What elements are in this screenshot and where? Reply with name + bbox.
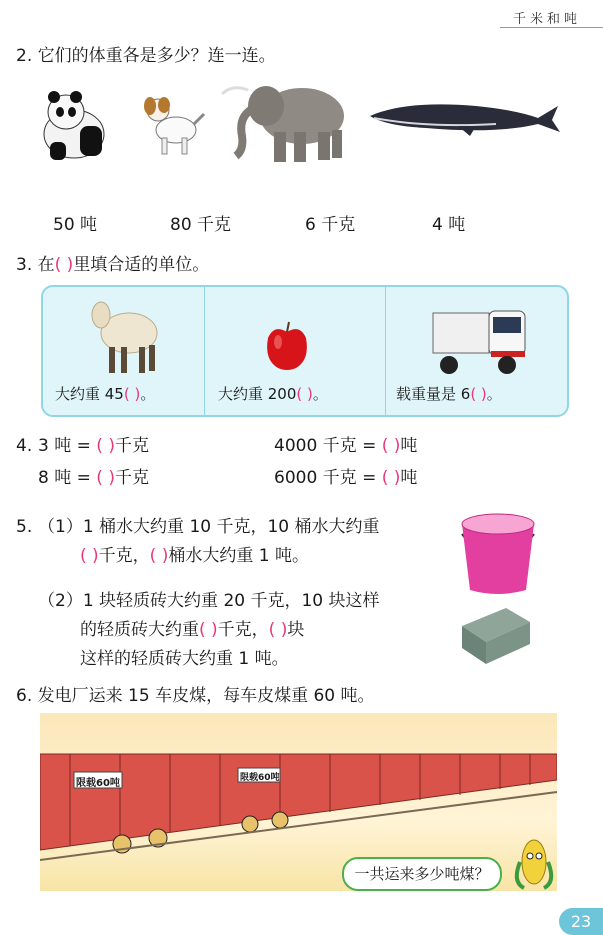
page-number: 23 [559, 908, 603, 935]
caption-text: 大约重 200 [218, 385, 297, 403]
answer-blank[interactable]: ( ) [96, 468, 115, 488]
question-number: 3. [16, 255, 33, 275]
answer-blank[interactable]: ( ) [199, 620, 218, 640]
answer-option[interactable]: 50 吨 [53, 215, 98, 235]
answer-blank[interactable]: ( ) [123, 385, 141, 403]
conversion-row [38, 435, 149, 457]
answer-blank[interactable]: ( ) [296, 385, 313, 403]
equation-unit: 千克 [114, 468, 149, 488]
question-2 [16, 45, 276, 67]
unit-fill-box [41, 285, 569, 417]
equation-left: 4000 千克 = [274, 436, 377, 456]
part-text: 千克， [98, 546, 150, 566]
part-text: 块 [287, 620, 305, 640]
caption-text: 载重量是 6 [396, 385, 471, 403]
part-text: 的轻质砖大约重 [80, 620, 199, 640]
question-number: 4. [16, 436, 33, 456]
apple-image [264, 320, 310, 372]
caption-text: 大约重 45 [55, 385, 124, 403]
chapter-title: 千米和吨 [512, 12, 581, 27]
equation-left: 3 吨 = [38, 436, 91, 456]
elephant-image [218, 76, 352, 164]
part-label: （1） [38, 517, 83, 537]
answer-option[interactable]: 6 千克 [305, 215, 356, 235]
caption-period: 。 [312, 385, 328, 403]
conversion-row [274, 435, 417, 457]
box-divider [204, 287, 205, 415]
question-3 [16, 254, 209, 276]
answer-blank[interactable]: ( ) [381, 468, 401, 488]
load-limit-label: 限载60吨 [76, 778, 120, 789]
question-6 [16, 685, 375, 707]
panda-image [36, 82, 108, 162]
equation-left: 6000 千克 = [274, 468, 377, 488]
question-text-suffix: 里填合适的单位。 [73, 255, 210, 275]
answer-blank[interactable]: ( ) [96, 436, 115, 456]
truck-caption [396, 383, 502, 404]
caption-period: 。 [140, 385, 156, 403]
header-rule [500, 27, 603, 28]
question-number: 5. [16, 517, 33, 537]
part-text: 千克， [217, 620, 269, 640]
equation-left: 8 吨 = [38, 468, 91, 488]
conversion-row [38, 467, 149, 489]
q5-part1-line1 [38, 516, 380, 538]
question-text: 它们的体重各是多少？连一连。 [37, 46, 276, 66]
question-text: 发电厂运来 15 车皮煤，每车皮煤重 60 吨。 [37, 686, 375, 706]
sheep-image [89, 293, 159, 377]
question-text-prefix: 在 [37, 255, 55, 275]
brick-image [458, 604, 534, 666]
part-text: 桶水大约重 1 吨。 [168, 546, 309, 566]
answer-blank[interactable]: ( ) [470, 385, 487, 403]
sheep-caption [55, 383, 155, 404]
question-number: 2. [16, 46, 33, 66]
answer-option[interactable]: 80 千克 [170, 215, 232, 235]
answer-blank[interactable]: ( ) [149, 546, 169, 566]
answer-option[interactable]: 4 吨 [432, 215, 466, 235]
caption-period: 。 [486, 385, 502, 403]
answer-blank[interactable]: ( ) [268, 620, 288, 640]
part-text: 1 块轻质砖大约重 20 千克，10 块这样 [82, 591, 380, 611]
q5-part1-line2 [80, 545, 309, 567]
q5-part2-line2 [80, 619, 304, 641]
box-divider [385, 287, 386, 415]
conversion-row [274, 467, 417, 489]
truck-image [431, 307, 529, 379]
q5-part2-line3: 这样的轻质砖大约重 1 吨。 [80, 649, 289, 669]
bucket-image [454, 506, 542, 598]
apple-caption [218, 383, 328, 404]
answer-blank[interactable]: ( ) [80, 546, 99, 566]
answer-blank[interactable]: ( ) [54, 255, 74, 275]
part-text: 1 桶水大约重 10 千克，10 桶水大约重 [82, 517, 380, 537]
answer-blank[interactable]: ( ) [381, 436, 401, 456]
load-limit-label: 限载60吨 [240, 773, 280, 783]
corn-mascot-image [510, 832, 558, 890]
q5-part2-line1 [38, 590, 380, 612]
question-number: 6. [16, 686, 33, 706]
puppy-image [140, 92, 206, 158]
whale-image [366, 98, 562, 138]
equation-unit: 千克 [114, 436, 149, 456]
speech-bubble: 一共运来多少吨煤？ [342, 857, 502, 891]
equation-unit: 吨 [400, 468, 418, 488]
part-label: （2） [38, 591, 83, 611]
equation-unit: 吨 [400, 436, 418, 456]
